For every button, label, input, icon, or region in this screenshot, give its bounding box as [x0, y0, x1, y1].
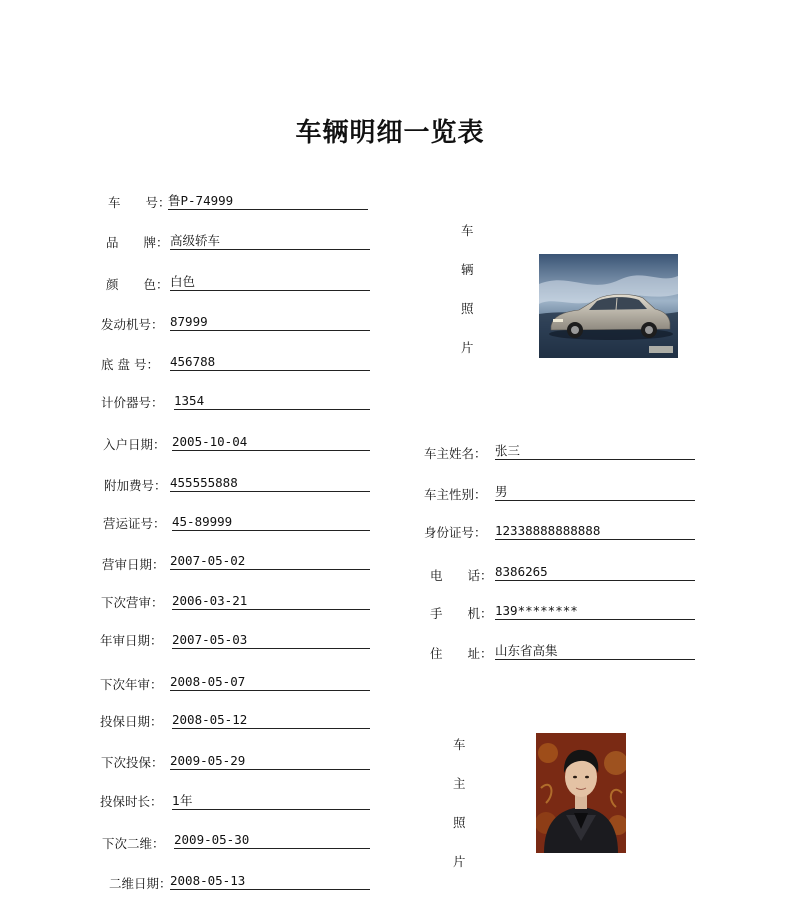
operation-review-date-field[interactable]: 2007-05-02 — [170, 551, 370, 570]
id-number-label: 身份证号： — [424, 525, 487, 540]
phone-label: 电 话： — [430, 568, 493, 583]
mobile-label: 手 机： — [430, 606, 493, 621]
owner-gender-field[interactable]: 男 — [495, 482, 695, 501]
chassis-number-field[interactable]: 456788 — [170, 352, 370, 371]
next-maintenance-field[interactable]: 2009-05-30 — [174, 830, 370, 849]
meter-number-label: 计价器号： — [101, 395, 164, 410]
car-photo-label-char: 辆 — [461, 262, 474, 277]
insurance-duration-label: 投保时长： — [100, 794, 163, 809]
car-photo — [539, 254, 678, 358]
maintenance-date-label: 二维日期： — [109, 876, 172, 891]
id-number-field[interactable]: 12338888888888 — [495, 521, 695, 540]
owner-photo-label-char: 车 — [453, 737, 466, 752]
owner-name-field[interactable]: 张三 — [495, 441, 695, 460]
owner-photo-label-char: 主 — [453, 776, 466, 791]
owner-photo-label-char: 照 — [453, 815, 466, 830]
car-photo-label-char: 片 — [461, 340, 474, 355]
next-insurance-field[interactable]: 2009-05-29 — [170, 751, 370, 770]
color-label: 颜 色： — [106, 277, 169, 292]
operation-permit-field[interactable]: 45-89999 — [172, 512, 370, 531]
address-label: 住 址： — [430, 646, 493, 661]
car-photo-label-char: 照 — [461, 301, 474, 316]
operation-permit-label: 营运证号： — [103, 516, 166, 531]
annual-review-date-label: 年审日期： — [100, 633, 163, 648]
next-operation-review-field[interactable]: 2006-03-21 — [172, 591, 370, 610]
next-annual-review-field[interactable]: 2008-05-07 — [170, 672, 370, 691]
surcharge-number-label: 附加费号： — [104, 478, 167, 493]
insurance-duration-field[interactable]: 1年 — [172, 791, 370, 810]
phone-field[interactable]: 8386265 — [495, 562, 695, 581]
insurance-date-field[interactable]: 2008-05-12 — [172, 710, 370, 729]
page-title: 车辆明细一览表 — [295, 118, 485, 148]
annual-review-date-field[interactable]: 2007-05-03 — [172, 630, 370, 649]
registration-date-label: 入户日期： — [103, 437, 166, 452]
operation-review-date-label: 营审日期： — [102, 557, 165, 572]
car-photo-label-char: 车 — [461, 223, 474, 238]
next-insurance-label: 下次投保： — [101, 755, 164, 770]
owner-photo — [536, 733, 626, 853]
mobile-field[interactable]: 139******** — [495, 601, 695, 620]
owner-gender-label: 车主性别： — [424, 487, 487, 502]
meter-number-field[interactable]: 1354 — [174, 391, 370, 410]
owner-name-label: 车主姓名： — [424, 446, 487, 461]
maintenance-date-field[interactable]: 2008-05-13 — [170, 871, 370, 890]
plate-field[interactable]: 鲁P-74999 — [168, 191, 368, 210]
owner-photo-label-char: 片 — [453, 854, 466, 869]
insurance-date-label: 投保日期： — [100, 714, 163, 729]
plate-label: 车 号： — [108, 195, 171, 210]
next-maintenance-label: 下次二维： — [102, 836, 165, 851]
engine-number-label: 发动机号： — [101, 317, 164, 332]
brand-label: 品 牌： — [106, 235, 169, 250]
registration-date-field[interactable]: 2005-10-04 — [172, 432, 370, 451]
brand-field[interactable]: 高级轿车 — [170, 231, 370, 250]
color-field[interactable]: 白色 — [170, 272, 370, 291]
chassis-number-label: 底 盘 号： — [101, 357, 159, 372]
next-operation-review-label: 下次营审： — [101, 595, 164, 610]
surcharge-number-field[interactable]: 455555888 — [170, 473, 370, 492]
next-annual-review-label: 下次年审： — [100, 677, 163, 692]
engine-number-field[interactable]: 87999 — [170, 312, 370, 331]
address-field[interactable]: 山东省高集 — [495, 641, 695, 660]
